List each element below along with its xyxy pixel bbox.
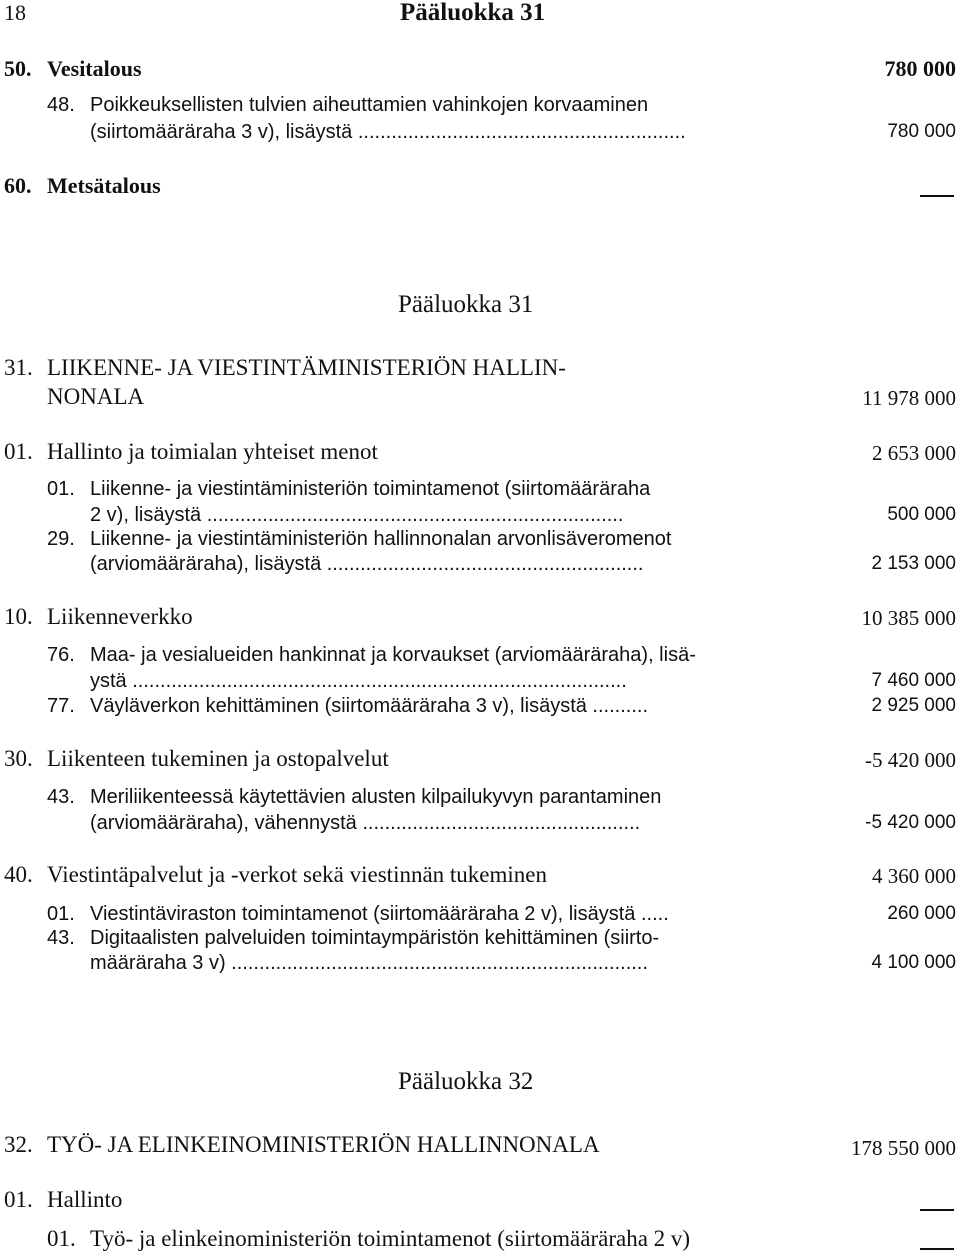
item-text: Väyläverkon kehittäminen (siirtomääräraha 3 v), lisäystä .......... [90,695,648,717]
item-text: Työ- ja elinkeinoministeriön toimintamenot (siirtomääräraha 2 v) [90,1226,691,1251]
item-number: 29. [47,528,75,550]
item-number: 77. [47,695,75,717]
item-number: 01. [47,478,75,500]
main-number: 50. [4,56,32,81]
item-amount-dash [920,1240,954,1258]
item-amount: 2 925 000 [871,695,956,716]
main-number: 01. [4,1187,33,1212]
main-amount: 4 360 000 [872,864,956,888]
item-amount: 260 000 [887,903,956,924]
main-amount-dash [920,187,954,205]
item-text-cont: 2 v), lisäystä ........................................................................... [90,504,624,526]
main-amount: -5 420 000 [865,748,956,772]
item-text-cont: (arviomääräraha), lisäystä ......................................................... [90,553,644,575]
item-number: 01. [47,903,75,925]
class-heading: Pääluokka 32 [398,1068,534,1095]
item-amount: -5 420 000 [865,812,956,833]
item-amount: 2 153 000 [871,553,956,574]
main-number: 10. [4,604,33,629]
main-amount-dash [920,1201,954,1219]
ministry-amount: 11 978 000 [862,386,956,410]
ministry-title: LIIKENNE- JA VIESTINTÄMINISTERIÖN HALLIN- [47,355,566,380]
class-heading: Pääluokka 31 [398,291,534,318]
item-text-cont: (arviomääräraha), vähennystä .................................................. [90,812,641,834]
item-number: 01. [47,1226,76,1251]
ministry-number: 31. [4,355,33,380]
item-text: Maa- ja vesialueiden hankinnat ja korvaukset (arviomääräraha), lisä- [90,644,696,666]
item-text-cont: määräraha 3 v) ........................................................................... [90,952,648,974]
item-text: Liikenne- ja viestintäministeriön toimintamenot (siirtomääräraha [90,478,651,500]
item-text: Meriliikenteessä käytettävien alusten kilpailukyvyn parantaminen [90,786,662,808]
item-text-cont: (siirtomääräraha 3 v), lisäystä ........................................................... [90,121,686,143]
main-title: Viestintäpalvelut ja -verkot sekä viestinnän tukeminen [47,862,548,887]
item-text: Liikenne- ja viestintäministeriön hallinnonalan arvonlisäveromenot [90,528,672,550]
item-number: 43. [47,786,75,808]
main-amount: 2 653 000 [872,441,956,465]
ministry-amount: 178 550 000 [851,1136,956,1160]
page-number: 18 [4,0,26,25]
item-text-cont: ystä ......................................................................................... [90,670,627,692]
item-amount: 780 000 [887,121,956,142]
item-text: Digitaalisten palveluiden toimintaympäristön kehittäminen (siirto- [90,927,660,949]
main-title: Liikenteen tukeminen ja ostopalvelut [47,746,389,771]
main-number: 01. [4,439,33,464]
ministry-title: TYÖ- JA ELINKEINOMINISTERIÖN HALLINNONALA [47,1132,600,1157]
item-text: Viestintäviraston toimintamenot (siirtomääräraha 2 v), lisäystä ..... [90,903,669,925]
item-number: 43. [47,927,75,949]
main-title: Metsätalous [47,173,161,198]
main-title: Vesitalous [47,56,142,81]
main-title: Hallinto ja toimialan yhteiset menot [47,439,378,464]
main-number: 40. [4,862,33,887]
item-text: Poikkeuksellisten tulvien aiheuttamien vahinkojen korvaaminen [90,94,649,116]
class-heading: Pääluokka 31 [400,0,546,26]
main-amount: 780 000 [884,56,956,81]
item-number: 48. [47,94,75,116]
main-number: 30. [4,746,33,771]
ministry-number: 32. [4,1132,33,1157]
item-amount: 500 000 [887,504,956,525]
item-amount: 4 100 000 [871,952,956,973]
ministry-title-cont: NONALA [47,384,145,409]
main-title: Liikenneverkko [47,604,193,629]
main-amount: 10 385 000 [861,606,956,630]
item-amount: 7 460 000 [871,670,956,691]
main-title: Hallinto [47,1187,123,1212]
main-number: 60. [4,173,32,198]
item-number: 76. [47,644,75,666]
